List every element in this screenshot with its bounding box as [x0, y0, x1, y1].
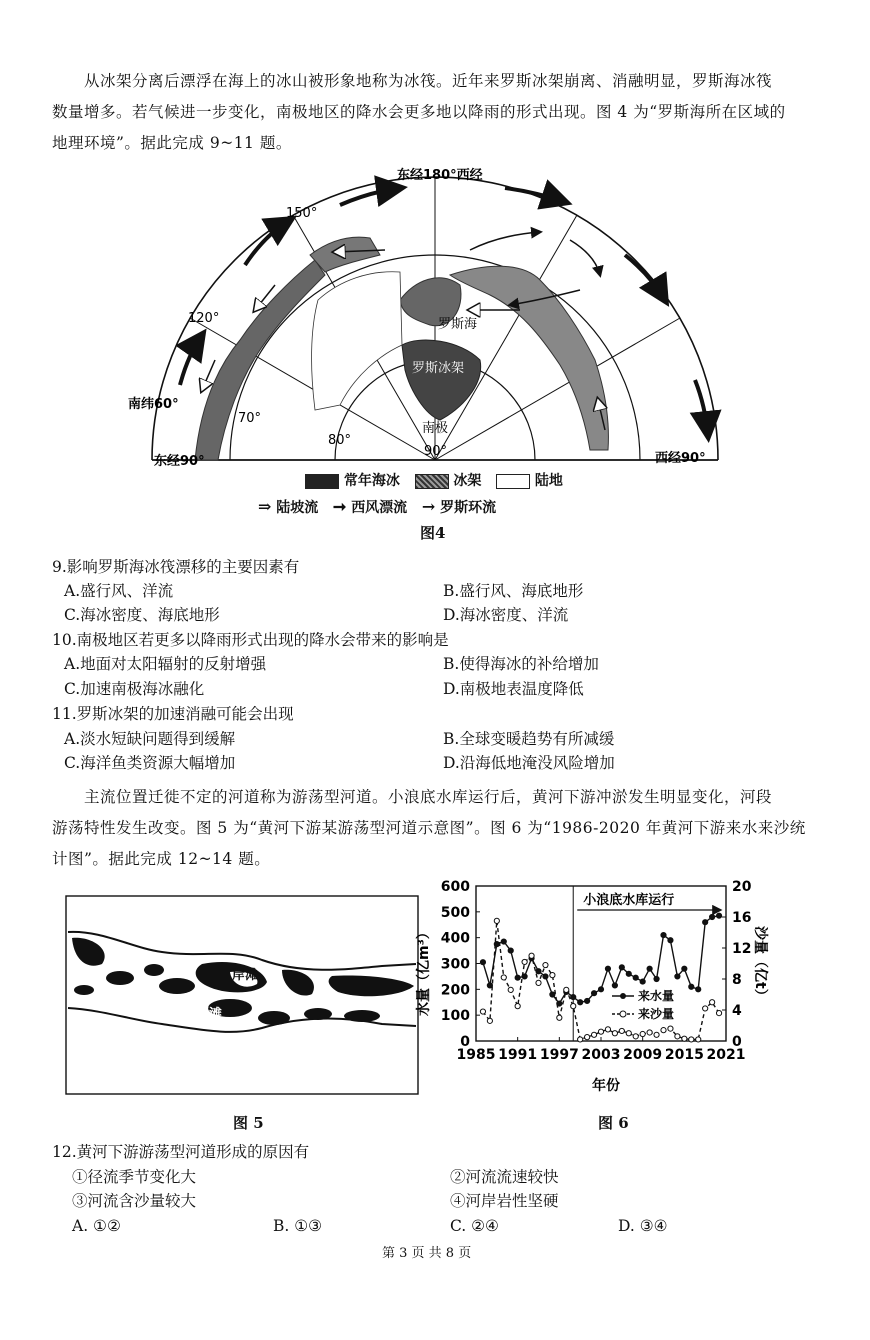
water-point	[619, 965, 624, 970]
water-point	[661, 932, 666, 937]
y2-tick-label: 12	[732, 941, 752, 957]
legend-ross-gyre: 罗斯环流	[440, 500, 497, 516]
sediment-point	[605, 1027, 610, 1032]
sediment-point	[640, 1031, 645, 1036]
sediment-point	[515, 1004, 520, 1009]
q10-option-a: A.地面对太阳辐射的反射增强	[64, 655, 267, 673]
label-w90: 西经90°	[655, 451, 706, 466]
y-tick-label: 500	[440, 904, 470, 921]
q12-item-3: ③河流含沙量较大	[72, 1192, 197, 1210]
q12-option-d: D. ③④	[618, 1217, 668, 1235]
label-lat60: 南纬60°	[128, 397, 179, 412]
y2-tick-label: 4	[732, 1003, 742, 1019]
y-tick-label: 0	[460, 1034, 470, 1050]
intro1-line3: 地理环境”。据此完成 9~11 题。	[52, 134, 292, 152]
y2-tick-label: 16	[732, 910, 752, 926]
label-bar: 洲滩	[196, 1007, 223, 1022]
sediment-point	[598, 1029, 603, 1034]
y2-axis-label: 沙量（亿t）	[752, 926, 768, 1003]
intro1-line2: 数量增多。若气候进一步变化，南极地区的降水会更多地以降雨的形式出现。图 4 为“罗斯海所在区域的	[52, 103, 786, 121]
water-point	[508, 948, 513, 953]
sediment-point	[626, 1031, 631, 1036]
q9-option-d: D.海冰密度、洋流	[443, 606, 569, 624]
q12-option-b: B. ①③	[273, 1217, 323, 1235]
q12-option-c: C. ②④	[450, 1217, 499, 1235]
x-tick-label: 2021	[706, 1047, 746, 1063]
sediment-point	[675, 1034, 680, 1039]
water-point	[605, 966, 610, 971]
q11-option-d: D.沿海低地淹没风险增加	[443, 754, 615, 772]
fig5-caption: 图 5	[233, 1114, 264, 1132]
label-180: 东经180°西经	[397, 168, 483, 183]
y-tick-label: 200	[440, 982, 470, 999]
sediment-point	[501, 975, 506, 980]
sediment-point	[654, 1032, 659, 1037]
label-bank: 岸滩	[232, 968, 259, 983]
sediment-point	[619, 1028, 624, 1033]
label-150: 150°	[286, 206, 318, 221]
sediment-point	[682, 1036, 687, 1041]
water-point	[647, 966, 652, 971]
sediment-point	[508, 987, 513, 992]
q11-option-b: B.全球变暖趋势有所减缓	[443, 730, 615, 748]
sediment-point	[661, 1028, 666, 1033]
q10-stem: 10.南极地区若更多以降雨形式出现的降水会带来的影响是	[52, 631, 449, 649]
water-point	[536, 969, 541, 974]
sediment-point	[522, 959, 527, 964]
water-point	[654, 976, 659, 981]
intro2-line1: 主流位置迁徙不定的河道称为游荡型河道。小浪底水库运行后，黄河下游冲淤发生明显变化，河段	[84, 788, 773, 806]
label-ross-shelf: 罗斯冰架	[412, 361, 465, 376]
x-tick-label: 1991	[498, 1047, 538, 1063]
braided-river-diagram	[62, 890, 422, 1098]
sea-ice-swatch	[305, 474, 339, 489]
fig4-caption: 图4	[420, 524, 446, 542]
reservoir-label: 小浪底水库运行	[583, 893, 675, 908]
sediment-point	[703, 1006, 708, 1011]
x-tick-label: 1985	[456, 1047, 496, 1063]
sediment-point	[543, 962, 548, 967]
ice-shelf-swatch	[415, 474, 449, 489]
intro1-line1: 从冰架分离后漂浮在海上的冰山被形象地称为冰筏。近年来罗斯冰架崩离、消融明显，罗斯海冰筏	[84, 72, 773, 90]
water-point	[598, 987, 603, 992]
land-swatch	[496, 474, 530, 489]
water-point	[675, 974, 680, 979]
water-point	[591, 991, 596, 996]
water-point	[640, 979, 645, 984]
y2-tick-label: 8	[732, 972, 742, 988]
q9-stem: 9.影响罗斯海冰筏漂移的主要因素有	[52, 558, 300, 576]
chart-legend	[612, 988, 674, 1021]
label-e90: 东经90°	[154, 454, 205, 469]
q10-option-b: B.使得海冰的补给增加	[443, 655, 599, 673]
label-lat80: 80°	[328, 433, 352, 448]
water-point	[682, 966, 687, 971]
gyre-arrow-icon: →	[421, 497, 436, 516]
water-point	[716, 913, 721, 918]
q11-option-a: A.淡水短缺问题得到缓解	[64, 730, 236, 748]
water-point	[550, 992, 555, 997]
x-tick-label: 1997	[539, 1047, 579, 1063]
y-axis-label: 水量（亿m³）	[416, 925, 432, 1016]
label-lat70: 70°	[238, 411, 262, 426]
legend-sea-ice: 常年海冰	[343, 473, 400, 489]
water-sediment-chart	[412, 872, 772, 1102]
sediment-point	[494, 918, 499, 923]
q12-option-a: A. ①②	[72, 1217, 121, 1235]
legend-land: 陆地	[534, 473, 563, 489]
intro2-line2: 游荡特性发生改变。图 5 为“黄河下游某游荡型河道示意图”。图 6 为“1986-2020 年黄河下游来水来沙统	[52, 819, 806, 837]
y-tick-label: 600	[440, 879, 470, 895]
q10-option-d: D.南极地表温度降低	[443, 680, 584, 698]
slope-arrow-icon: ⇒	[258, 497, 272, 516]
sediment-point	[689, 1037, 694, 1042]
water-point	[633, 975, 638, 980]
water-point	[689, 984, 694, 989]
sediment-point	[557, 1015, 562, 1020]
x-tick-label: 2015	[664, 1047, 704, 1063]
water-point	[710, 914, 715, 919]
water-point	[612, 983, 617, 988]
label-pole: 南极	[422, 421, 449, 436]
page-footer: 第 3 页 共 8 页	[382, 1246, 472, 1261]
sediment-point	[647, 1030, 652, 1035]
water-point	[501, 939, 506, 944]
q9-option-c: C.海冰密度、海底地形	[64, 606, 220, 624]
q12-item-4: ④河岸岩性坚硬	[450, 1192, 559, 1210]
sediment-point	[696, 1037, 701, 1042]
legend-ice-shelf: 冰架	[453, 473, 482, 489]
water-point	[668, 938, 673, 943]
x-axis-label: 年份	[592, 1078, 620, 1094]
sediment-point	[710, 1000, 715, 1005]
sediment-point	[536, 980, 541, 985]
wind-drift-arrow-icon: ➞	[332, 497, 347, 516]
y-tick-label: 100	[440, 1008, 470, 1025]
water-point	[571, 994, 576, 999]
q12-item-2: ②河流流速较快	[450, 1168, 559, 1186]
q12-item-1: ①径流季节变化大	[72, 1168, 197, 1186]
sediment-point	[585, 1035, 590, 1040]
label-ross-sea: 罗斯海	[438, 317, 478, 332]
intro2-line3: 计图”。据此完成 12~14 题。	[52, 850, 271, 868]
y2-tick-label: 20	[732, 879, 752, 895]
water-point	[696, 987, 701, 992]
x-tick-label: 2003	[581, 1047, 621, 1063]
fig4-legend-row2	[258, 497, 496, 517]
q10-option-c: C.加速南极海冰融化	[64, 680, 205, 698]
sediment-point	[612, 1031, 617, 1036]
water-point	[703, 920, 708, 925]
y-tick-label: 300	[440, 956, 470, 973]
sediment-point	[564, 987, 569, 992]
sediment-point	[480, 1009, 485, 1014]
label-pole90: 90°	[424, 444, 448, 459]
ross-sea-map	[128, 160, 730, 470]
water-point	[480, 960, 485, 965]
water-point	[515, 975, 520, 980]
legend-sediment: 来沙量	[638, 1007, 675, 1021]
water-point	[543, 974, 548, 979]
q9-option-a: A.盛行风、洋流	[64, 582, 174, 600]
water-point	[626, 971, 631, 976]
q11-stem: 11.罗斯冰架的加速消融可能会出现	[52, 705, 294, 723]
legend-west-wind-drift: 西风漂流	[351, 500, 408, 516]
water-point	[578, 1000, 583, 1005]
y2-tick-label: 0	[732, 1034, 742, 1050]
y-tick-label: 400	[440, 930, 470, 947]
fig4-legend-row1	[305, 470, 563, 490]
q9-option-b: B.盛行风、海底地形	[443, 582, 584, 600]
legend-slope-current: 陆坡流	[276, 500, 319, 516]
sediment-point	[487, 1018, 492, 1023]
q12-stem: 12.黄河下游游荡型河道形成的原因有	[52, 1143, 310, 1161]
sediment-point	[571, 1004, 576, 1009]
sediment-point	[591, 1032, 596, 1037]
label-120: 120°	[188, 311, 220, 326]
sediment-point	[668, 1026, 673, 1031]
x-tick-label: 2009	[623, 1047, 663, 1063]
sediment-point	[550, 973, 555, 978]
sediment-point	[529, 953, 534, 958]
sediment-point	[633, 1034, 638, 1039]
q11-option-c: C.海洋鱼类资源大幅增加	[64, 754, 236, 772]
water-point	[585, 998, 590, 1003]
sediment-point	[578, 1037, 583, 1042]
sediment-point	[716, 1011, 721, 1016]
fig6-caption: 图 6	[598, 1114, 629, 1132]
legend-water: 来水量	[638, 989, 675, 1003]
